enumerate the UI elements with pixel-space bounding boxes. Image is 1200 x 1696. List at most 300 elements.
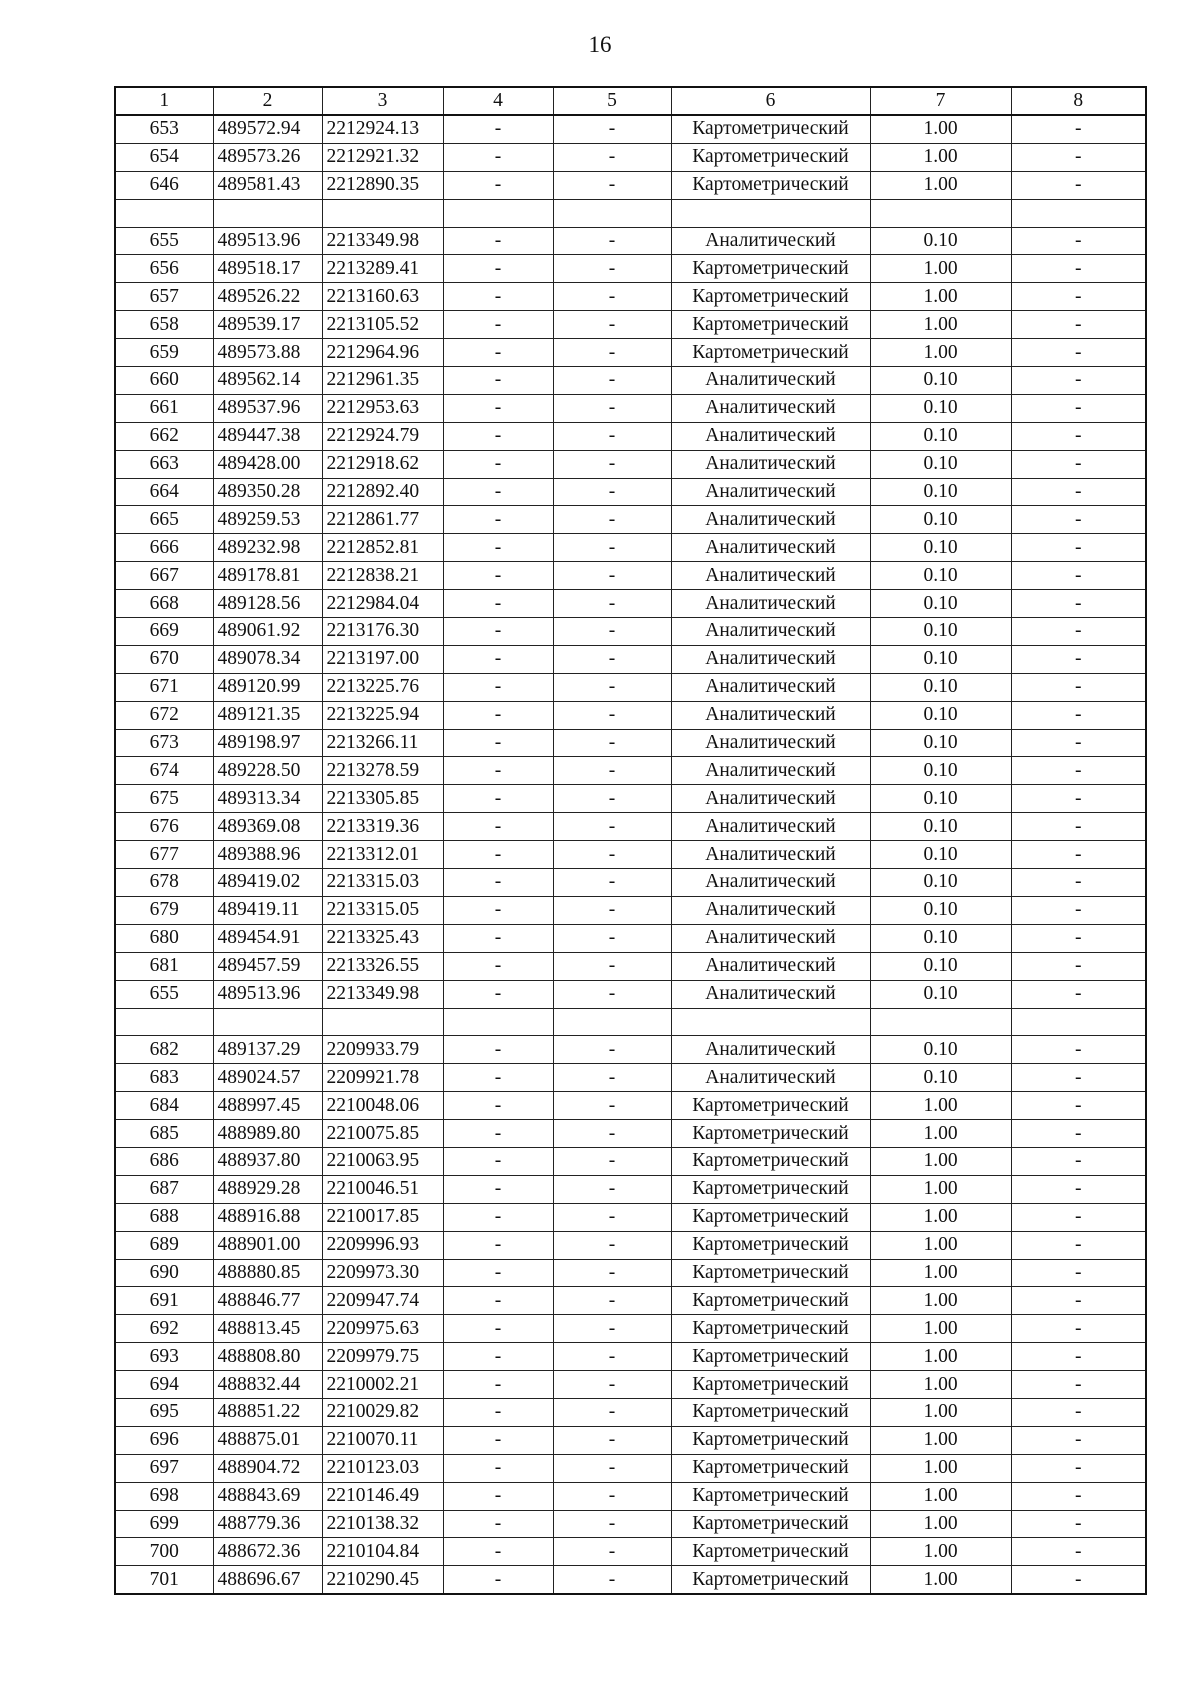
table-cell-col-6 [671,199,870,227]
table-cell-col-8: - [1011,450,1146,478]
table-row [115,394,1146,422]
table-cell-col-6: Картометрический [671,1454,870,1482]
table-row [115,1482,1146,1510]
table-cell-col-3: 2209921.78 [322,1064,443,1092]
table-cell-col-8: - [1011,1371,1146,1399]
table-cell-col-5: - [553,422,671,450]
table-cell-col-7: 0.10 [870,1036,1011,1064]
table-cell-col-8: - [1011,171,1146,199]
table-row [115,980,1146,1008]
table-cell-col-4: - [443,1426,553,1454]
table-cell-col-8: - [1011,813,1146,841]
table-cell-col-6: Аналитический [671,562,870,590]
table-row [115,422,1146,450]
table-cell-col-3: 2212890.35 [322,171,443,199]
table-cell-col-7 [870,199,1011,227]
table-cell-col-3: 2213289.41 [322,255,443,283]
table-row [115,534,1146,562]
table-cell-col-6: Аналитический [671,506,870,534]
table-row [115,1036,1146,1064]
table-cell-col-7: 0.10 [870,394,1011,422]
table-cell-col-4: - [443,562,553,590]
table-cell-col-6: Аналитический [671,673,870,701]
table-row [115,1259,1146,1287]
table-row [115,255,1146,283]
table-cell-col-2: 488901.00 [213,1231,322,1259]
table-cell-col-4: - [443,701,553,729]
table-cell-col-4: - [443,394,553,422]
table-cell-col-2 [213,199,322,227]
table-cell-col-2: 489454.91 [213,924,322,952]
table-cell-col-6: Аналитический [671,813,870,841]
table-cell-col-5: - [553,562,671,590]
table-cell-col-1: 661 [115,394,213,422]
table-cell-col-1: 686 [115,1147,213,1175]
table-cell-col-3: 2213176.30 [322,618,443,646]
table-cell-col-2: 489024.57 [213,1064,322,1092]
table-cell-col-2: 488846.77 [213,1287,322,1315]
table-cell-col-6: Аналитический [671,869,870,897]
table-cell-col-5 [553,199,671,227]
table-cell-col-1: 669 [115,618,213,646]
page-number: 16 [588,32,612,57]
table-cell-col-7: 0.10 [870,450,1011,478]
table-cell-col-3: 2210104.84 [322,1538,443,1566]
table-cell-col-8: - [1011,757,1146,785]
table-cell-col-4: - [443,1092,553,1120]
table-cell-col-8: - [1011,1231,1146,1259]
table-cell-col-6: Картометрический [671,1287,870,1315]
table-cell-col-8: - [1011,785,1146,813]
coordinates-table [114,86,1147,1595]
table-cell-col-6: Картометрический [671,1203,870,1231]
table-cell-col-7: 0.10 [870,785,1011,813]
table-cell-col-1: 671 [115,673,213,701]
table-cell-col-2: 488813.45 [213,1315,322,1343]
table-cell-col-7: 1.00 [870,1398,1011,1426]
table-row [115,1538,1146,1566]
table-cell-col-4: - [443,813,553,841]
table-cell-col-3: 2213312.01 [322,841,443,869]
table-cell-col-8: - [1011,590,1146,618]
table-cell-col-7: 1.00 [870,339,1011,367]
table-cell-col-7: 0.10 [870,757,1011,785]
table-cell-col-2: 489539.17 [213,311,322,339]
table-cell-col-3: 2213319.36 [322,813,443,841]
table-cell-col-6: Картометрический [671,171,870,199]
table-cell-col-2: 489198.97 [213,729,322,757]
table-cell-col-3: 2213325.43 [322,924,443,952]
table-cell-col-8: - [1011,339,1146,367]
table-cell-col-2: 488937.80 [213,1147,322,1175]
table-cell-col-1: 655 [115,980,213,1008]
table-cell-col-8: - [1011,1538,1146,1566]
table-cell-col-4: - [443,590,553,618]
table-cell-col-3: 2210029.82 [322,1398,443,1426]
column-header-5: 5 [553,87,671,115]
table-cell-col-1: 680 [115,924,213,952]
table-row [115,1203,1146,1231]
table-cell-col-2: 488929.28 [213,1175,322,1203]
table-cell-col-3: 2212964.96 [322,339,443,367]
table-cell-col-7: 1.00 [870,1510,1011,1538]
table-cell-col-5: - [553,339,671,367]
table-cell-col-4: - [443,673,553,701]
table-cell-col-1: 663 [115,450,213,478]
table-cell-col-7: 1.00 [870,1426,1011,1454]
table-cell-col-8: - [1011,924,1146,952]
table-cell-col-5: - [553,255,671,283]
column-header-1: 1 [115,87,213,115]
table-cell-col-5: - [553,869,671,897]
table-row [115,1287,1146,1315]
table-cell-col-2: 489526.22 [213,283,322,311]
table-cell-col-6: Аналитический [671,896,870,924]
table-cell-col-4 [443,1008,553,1036]
table-cell-col-6: Аналитический [671,785,870,813]
table-cell-col-5: - [553,1175,671,1203]
table-cell-col-1: 667 [115,562,213,590]
table-cell-col-8: - [1011,896,1146,924]
table-cell-col-6: Аналитический [671,841,870,869]
table-row [115,283,1146,311]
table-cell-col-3: 2210146.49 [322,1482,443,1510]
table-cell-col-7: 1.00 [870,1175,1011,1203]
table-cell-col-8: - [1011,1482,1146,1510]
table-cell-col-2: 489228.50 [213,757,322,785]
table-cell-col-4: - [443,1203,553,1231]
table-cell-col-2: 489178.81 [213,562,322,590]
table-cell-col-5: - [553,1147,671,1175]
table-cell-col-6: Картометрический [671,1510,870,1538]
table-row [115,1315,1146,1343]
table-cell-col-6: Аналитический [671,924,870,952]
table-cell-col-7: 0.10 [870,1064,1011,1092]
table-cell-col-7: 1.00 [870,1454,1011,1482]
table-cell-col-3: 2209933.79 [322,1036,443,1064]
table-cell-col-7: 1.00 [870,1482,1011,1510]
table-cell-col-2: 488997.45 [213,1092,322,1120]
table-cell-col-6: Картометрический [671,1426,870,1454]
table-cell-col-4: - [443,339,553,367]
table-cell-col-8: - [1011,255,1146,283]
table-cell-col-7: 0.10 [870,534,1011,562]
table-cell-col-3: 2213278.59 [322,757,443,785]
table-cell-col-6: Аналитический [671,394,870,422]
table-row [115,143,1146,171]
table-cell-col-3: 2213105.52 [322,311,443,339]
column-header-3: 3 [322,87,443,115]
table-cell-col-4: - [443,506,553,534]
table-cell-col-3: 2210046.51 [322,1175,443,1203]
table-cell-col-3: 2212861.77 [322,506,443,534]
table-cell-col-8: - [1011,227,1146,255]
table-row [115,896,1146,924]
table-cell-col-5: - [553,283,671,311]
table-row [115,478,1146,506]
table-cell-col-1: 665 [115,506,213,534]
table-cell-col-1: 682 [115,1036,213,1064]
table-cell-col-4: - [443,478,553,506]
table-cell-col-2: 489513.96 [213,227,322,255]
table-cell-col-2: 489581.43 [213,171,322,199]
table-cell-col-1: 657 [115,283,213,311]
table-cell-col-3: 2210048.06 [322,1092,443,1120]
table-cell-col-8: - [1011,1203,1146,1231]
table-cell-col-5: - [553,590,671,618]
table-cell-col-7: 0.10 [870,506,1011,534]
table-cell-col-6: Картометрический [671,255,870,283]
table-row [115,1231,1146,1259]
table-cell-col-6: Аналитический [671,1064,870,1092]
table-cell-col-6: Аналитический [671,618,870,646]
table-cell-col-3: 2212892.40 [322,478,443,506]
table-cell-col-6: Аналитический [671,980,870,1008]
table-cell-col-1: 670 [115,645,213,673]
table-cell-col-1: 697 [115,1454,213,1482]
table-cell-col-1: 701 [115,1566,213,1594]
table-cell-col-1: 689 [115,1231,213,1259]
table-cell-col-1: 700 [115,1538,213,1566]
table-cell-col-4: - [443,1315,553,1343]
table-cell-col-7: 0.10 [870,367,1011,395]
table-cell-col-7: 1.00 [870,1566,1011,1594]
table-cell-col-4: - [443,534,553,562]
table-cell-col-3: 2213225.76 [322,673,443,701]
table-cell-col-7: 0.10 [870,227,1011,255]
table-cell-col-3: 2212924.79 [322,422,443,450]
table-cell-col-8: - [1011,1426,1146,1454]
table-cell-col-6: Аналитический [671,534,870,562]
table-cell-col-4: - [443,1175,553,1203]
table-row [115,729,1146,757]
separator-row [115,1008,1146,1036]
table-cell-col-2: 489121.35 [213,701,322,729]
table-cell-col-8: - [1011,478,1146,506]
table-cell-col-3: 2209973.30 [322,1259,443,1287]
table-cell-col-1: 675 [115,785,213,813]
table-cell-col-2: 488904.72 [213,1454,322,1482]
table-cell-col-8: - [1011,506,1146,534]
table-cell-col-4: - [443,1259,553,1287]
table-cell-col-8: - [1011,701,1146,729]
table-cell-col-3: 2210063.95 [322,1147,443,1175]
table-cell-col-7: 1.00 [870,1287,1011,1315]
table-cell-col-2: 489313.34 [213,785,322,813]
table-cell-col-6: Картометрический [671,1343,870,1371]
table-cell-col-3: 2210017.85 [322,1203,443,1231]
table-row [115,311,1146,339]
table-row [115,952,1146,980]
table-cell-col-5: - [553,1426,671,1454]
table-cell-col-3: 2213305.85 [322,785,443,813]
table-cell-col-8: - [1011,869,1146,897]
column-header-6: 6 [671,87,870,115]
table-cell-col-4: - [443,869,553,897]
table-cell-col-2: 489428.00 [213,450,322,478]
table-cell-col-3: 2212984.04 [322,590,443,618]
table-cell-col-4: - [443,1036,553,1064]
table-cell-col-4: - [443,1454,553,1482]
table-cell-col-2: 489061.92 [213,618,322,646]
table-cell-col-8: - [1011,311,1146,339]
table-cell-col-8: - [1011,841,1146,869]
table-cell-col-4: - [443,1231,553,1259]
table-row [115,1454,1146,1482]
table-cell-col-3: 2212852.81 [322,534,443,562]
table-cell-col-1: 658 [115,311,213,339]
table-cell-col-7: 0.10 [870,422,1011,450]
header-row [115,87,1146,115]
table-cell-col-3: 2212924.13 [322,115,443,143]
table-row [115,701,1146,729]
table-cell-col-5: - [553,1259,671,1287]
table-cell-col-4: - [443,729,553,757]
table-cell-col-5: - [553,1482,671,1510]
column-header-2: 2 [213,87,322,115]
table-cell-col-7: 1.00 [870,1092,1011,1120]
table-cell-col-7: 0.10 [870,980,1011,1008]
table-cell-col-1: 693 [115,1343,213,1371]
table-cell-col-3: 2213349.98 [322,227,443,255]
table-cell-col-7: 1.00 [870,255,1011,283]
table-cell-col-1 [115,199,213,227]
table-cell-col-1: 690 [115,1259,213,1287]
table-cell-col-2: 489513.96 [213,980,322,1008]
table-cell-col-2: 488916.88 [213,1203,322,1231]
table-cell-col-1: 679 [115,896,213,924]
table-cell-col-8: - [1011,1315,1146,1343]
table-cell-col-1: 664 [115,478,213,506]
table-cell-col-5: - [553,1315,671,1343]
table-cell-col-2: 489137.29 [213,1036,322,1064]
table-cell-col-3: 2212961.35 [322,367,443,395]
table-cell-col-3: 2210138.32 [322,1510,443,1538]
table-cell-col-6: Аналитический [671,757,870,785]
table-cell-col-3: 2209979.75 [322,1343,443,1371]
table-row [115,785,1146,813]
table-row [115,227,1146,255]
table-row [115,1175,1146,1203]
table-cell-col-2: 488832.44 [213,1371,322,1399]
table-cell-col-6: Аналитический [671,590,870,618]
table-cell-col-1: 654 [115,143,213,171]
table-cell-col-6: Аналитический [671,645,870,673]
table-cell-col-6 [671,1008,870,1036]
table-row [115,339,1146,367]
table-cell-col-7: 1.00 [870,1259,1011,1287]
table-row [115,1064,1146,1092]
table-cell-col-6: Картометрический [671,1482,870,1510]
table-cell-col-2: 488843.69 [213,1482,322,1510]
table-cell-col-8: - [1011,1064,1146,1092]
table-cell-col-1: 676 [115,813,213,841]
table-cell-col-6: Картометрический [671,311,870,339]
table-cell-col-7: 0.10 [870,590,1011,618]
table-cell-col-5: - [553,841,671,869]
table-cell-col-4: - [443,143,553,171]
table-cell-col-8: - [1011,1566,1146,1594]
table-cell-col-1: 646 [115,171,213,199]
table-cell-col-1: 688 [115,1203,213,1231]
table-cell-col-7: 0.10 [870,562,1011,590]
table-cell-col-1: 691 [115,1287,213,1315]
table-cell-col-5: - [553,367,671,395]
table-row [115,506,1146,534]
table-cell-col-6: Аналитический [671,729,870,757]
table-cell-col-4: - [443,1510,553,1538]
table-cell-col-7: 1.00 [870,143,1011,171]
table-cell-col-6: Картометрический [671,1259,870,1287]
table-cell-col-1: 692 [115,1315,213,1343]
table-cell-col-6: Аналитический [671,367,870,395]
table-cell-col-7: 0.10 [870,896,1011,924]
table-cell-col-2: 488989.80 [213,1120,322,1148]
table-cell-col-5: - [553,1287,671,1315]
table-cell-col-3: 2210290.45 [322,1566,443,1594]
table-cell-col-3: 2210075.85 [322,1120,443,1148]
table-cell-col-6: Картометрический [671,1315,870,1343]
table-cell-col-2: 489419.02 [213,869,322,897]
table-cell-col-5: - [553,506,671,534]
table-cell-col-7: 1.00 [870,1203,1011,1231]
table-cell-col-6: Аналитический [671,952,870,980]
table-cell-col-4: - [443,1482,553,1510]
table-cell-col-5: - [553,1064,671,1092]
table-cell-col-3: 2213197.00 [322,645,443,673]
table-cell-col-5: - [553,673,671,701]
table-cell-col-2: 489078.34 [213,645,322,673]
table-cell-col-1: 666 [115,534,213,562]
table-cell-col-8: - [1011,394,1146,422]
table-cell-col-2: 489518.17 [213,255,322,283]
table-cell-col-1: 696 [115,1426,213,1454]
table-cell-col-3: 2213266.11 [322,729,443,757]
table-cell-col-4: - [443,645,553,673]
table-cell-col-6: Картометрический [671,339,870,367]
table-row [115,115,1146,143]
table-cell-col-1: 653 [115,115,213,143]
table-cell-col-7: 1.00 [870,115,1011,143]
table-cell-col-3: 2213315.05 [322,896,443,924]
table-cell-col-3: 2212953.63 [322,394,443,422]
table-cell-col-4: - [443,422,553,450]
table-row [115,1371,1146,1399]
table-cell-col-6: Аналитический [671,1036,870,1064]
table-cell-col-5: - [553,534,671,562]
table-cell-col-6: Картометрический [671,283,870,311]
table-cell-col-4: - [443,785,553,813]
table-cell-col-6: Картометрический [671,115,870,143]
table-cell-col-7: 1.00 [870,1538,1011,1566]
table-cell-col-5: - [553,1231,671,1259]
table-cell-col-3: 2212838.21 [322,562,443,590]
column-header-7: 7 [870,87,1011,115]
table-cell-col-2: 489537.96 [213,394,322,422]
table-cell-col-4: - [443,980,553,1008]
table-cell-col-2: 489232.98 [213,534,322,562]
table-row [115,813,1146,841]
table-cell-col-8: - [1011,980,1146,1008]
table-cell-col-4: - [443,255,553,283]
table-cell-col-4: - [443,1064,553,1092]
table-cell-col-6: Картометрический [671,1371,870,1399]
table-cell-col-1: 668 [115,590,213,618]
table-cell-col-6: Аналитический [671,450,870,478]
table-cell-col-4: - [443,896,553,924]
table-cell-col-7: 0.10 [870,618,1011,646]
table-cell-col-1: 662 [115,422,213,450]
